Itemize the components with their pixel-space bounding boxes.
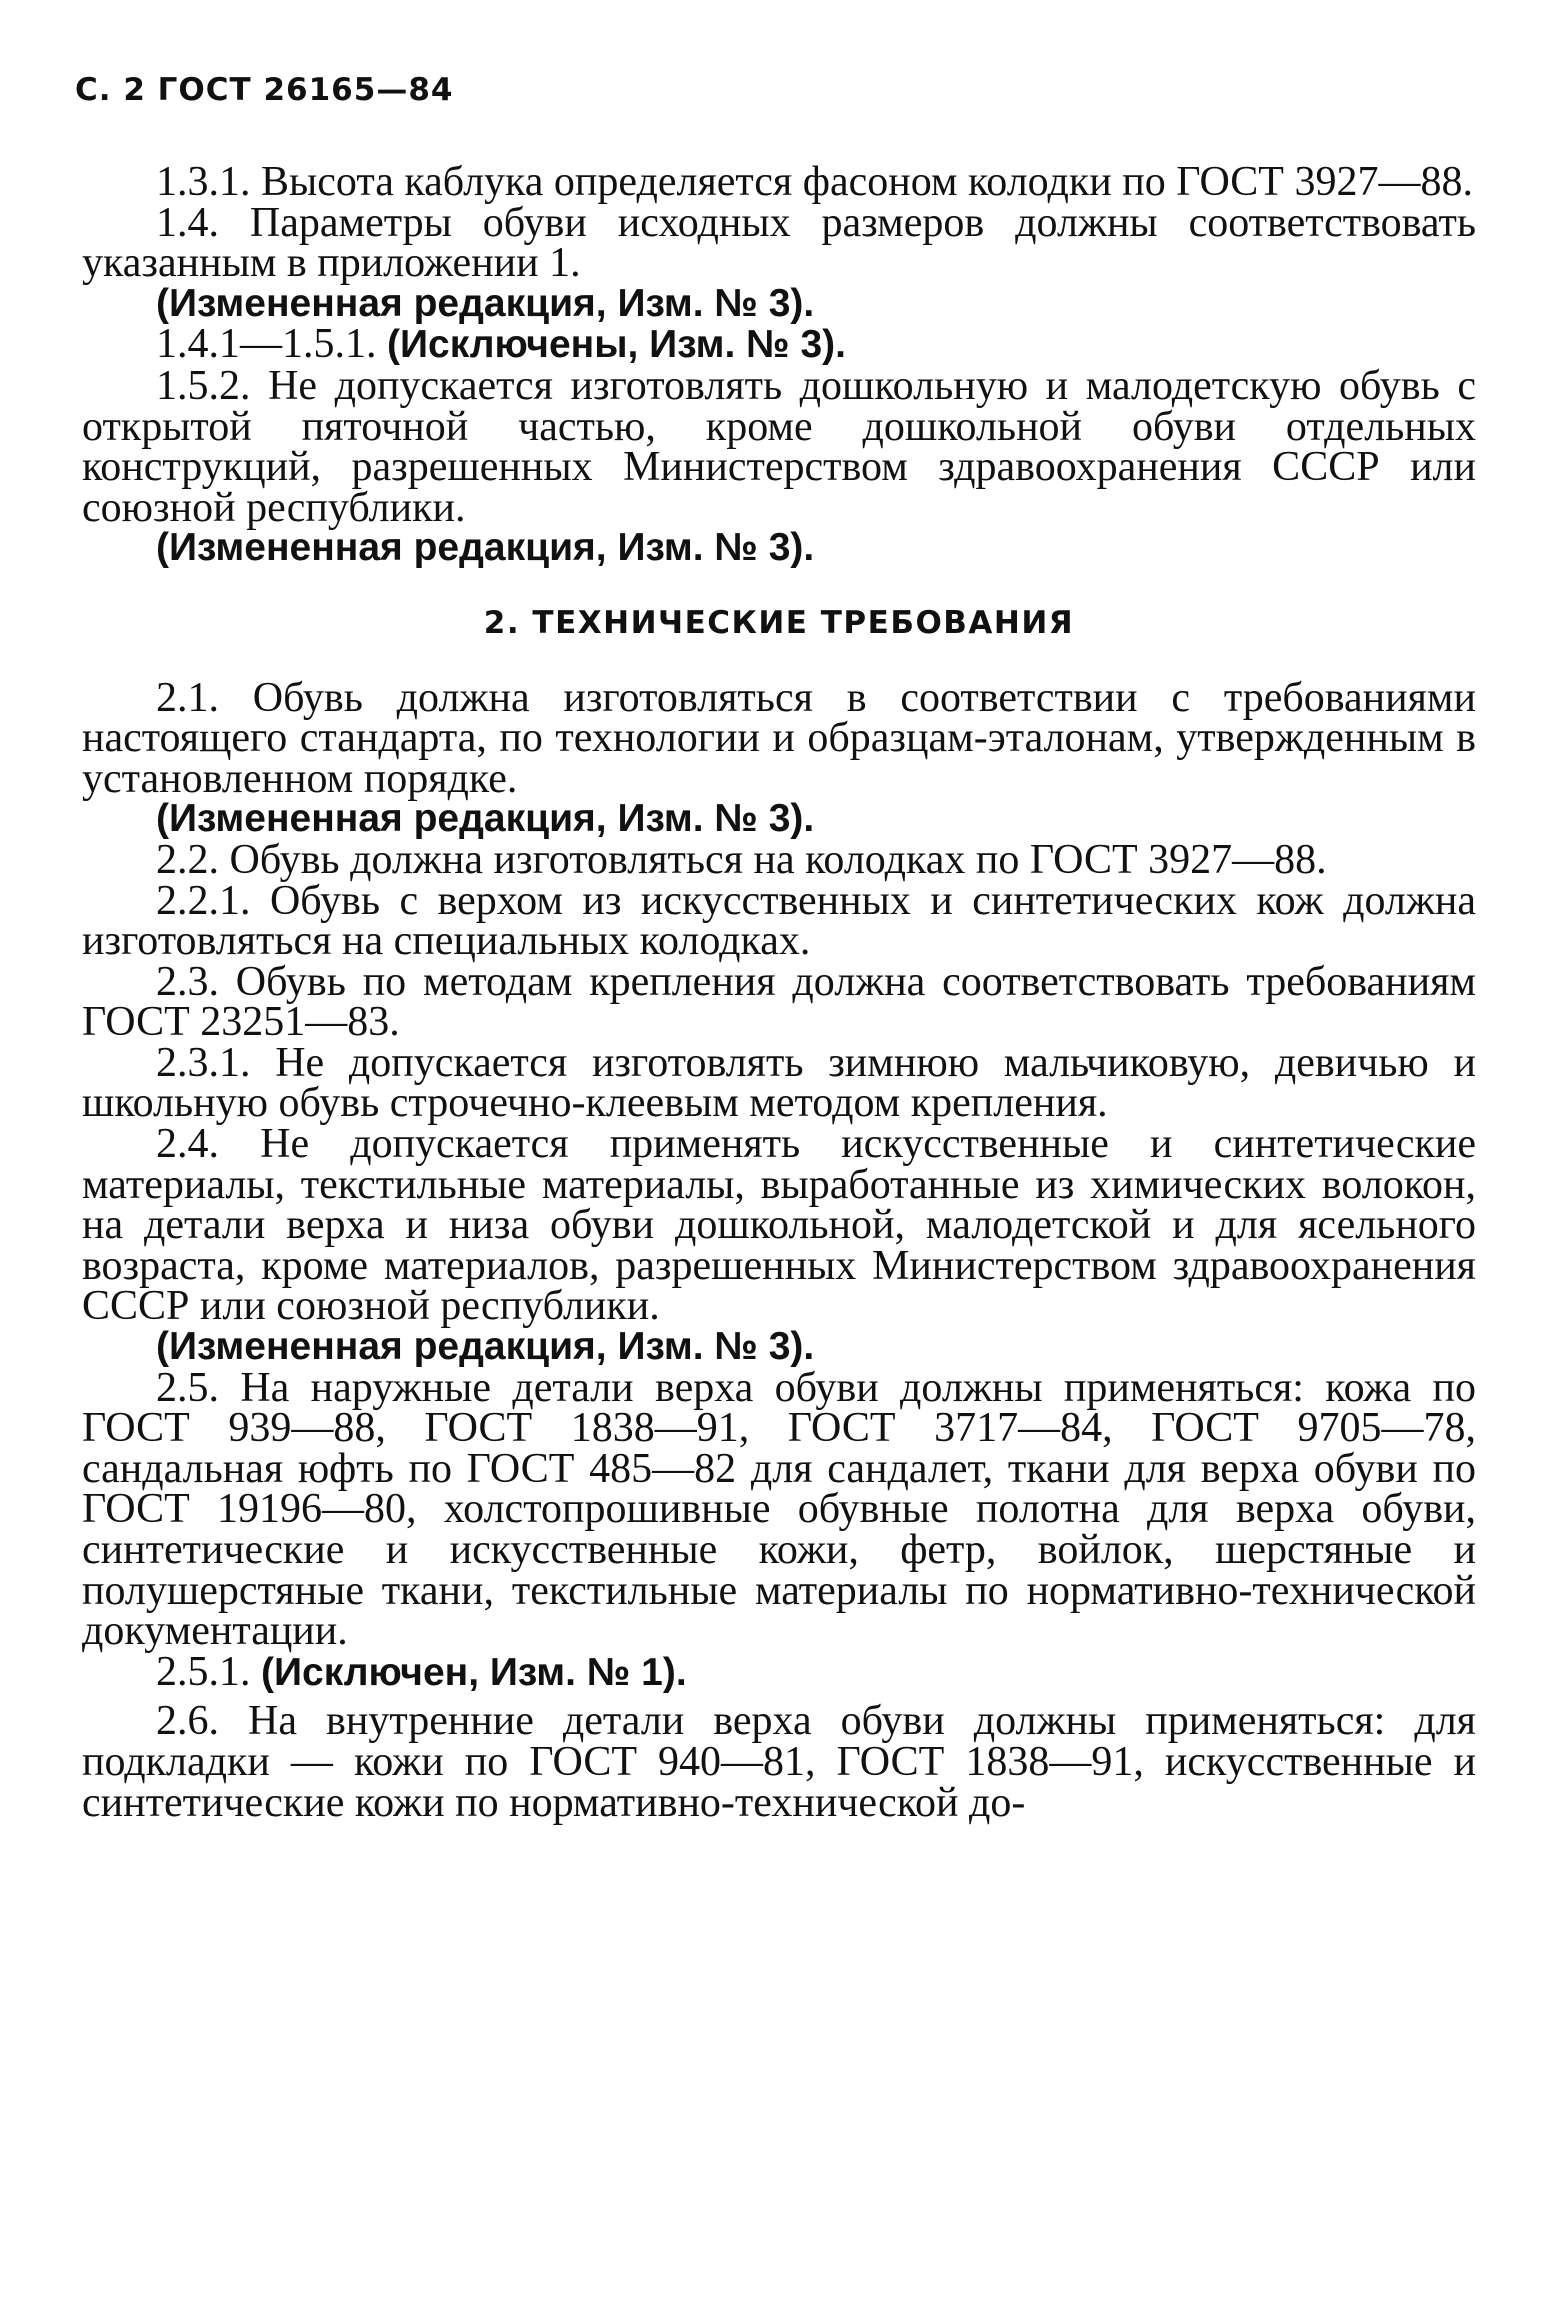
excluded-note: (Исключены, Изм. № 3). [387, 323, 846, 367]
page-header: С. 2 ГОСТ 26165—84 [75, 72, 454, 108]
clause-2-6: 2.6. На внутренние детали верха обуви должны применяться: для подкладки — кожи по ГОСТ 940—81, ГОСТ 1838—91, искусственные и синтетические кожи по нормативно-технической до- [82, 1698, 1476, 1826]
clause-number: 2.5.1. [156, 1648, 251, 1695]
clause-2-4: 2.4. Не допускается применять искусственные и синтетические материалы, текстильные материалы, выработанные из химических волокон, на детали верха и низа обуви дошкольной, малодетской и для ясельного возраста, кроме материалов, разрешенных Министерством здравоохранения СССР или союзной республики. [82, 1121, 1476, 1330]
amendment-note: (Измененная редакция, Изм. № 3). [156, 526, 815, 570]
clause-2-5: 2.5. На наружные детали верха обуви должны применяться: кожа по ГОСТ 939—88, ГОСТ 1838—91, ГОСТ 3717—84, ГОСТ 9705—78, сандальная юфть по ГОСТ 485—82 для сандалет, ткани для верха обуви по ГОСТ 19196—80, холстопрошивные обувные полотна для верха обуви, синтетические и искусственные кожи, фетр, войлок, шерстяные и полушерстяные ткани, текстильные материалы по нормативно-технической документации. [82, 1364, 1476, 1655]
clause-1-4: 1.4. Параметры обуви исходных размеров должны соответствовать указанным в приложении 1. [82, 199, 1476, 287]
amendment-note: (Измененная редакция, Изм. № 3). [156, 797, 815, 841]
clause-1-5-2: 1.5.2. Не допускается изготовлять дошкольную и малодетскую обувь с открытой пяточной частью, кроме дошкольной обуви отдельных конструкций, разрешенных Министерством здравоохранения СССР или союзной республики. [82, 362, 1476, 531]
clause-2-3-1: 2.3.1. Не допускается изготовлять зимнюю мальчиковую, девичью и школьную обувь строчечно-клеевым методом крепления. [82, 1039, 1476, 1127]
document-body [82, 159, 1476, 1826]
clause-2-2-1: 2.2.1. Обувь с верхом из искусственных и синтетических кож должна изготовляться на специальных колодках. [82, 877, 1476, 965]
clause-2-2: 2.2. Обувь должна изготовляться на колодках по ГОСТ 3927—88. [156, 836, 1327, 883]
amendment-note: (Измененная редакция, Изм. № 3). [156, 1325, 815, 1369]
amendment-note: (Измененная редакция, Изм. № 3). [156, 281, 815, 325]
clause-number: 1.4.1—1.5.1. [156, 321, 377, 368]
clause-2-5-1 [82, 1648, 1476, 1695]
excluded-note: (Исключен, Изм. № 1). [261, 1650, 687, 1694]
clause-1-4-1-1-5-1 [82, 321, 1476, 368]
clause-2-3: 2.3. Обувь по методам крепления должна соответствовать требованиям ГОСТ 23251—83. [82, 958, 1476, 1046]
clause-2-1: 2.1. Обувь должна изготовляться в соответствии с требованиями настоящего стандарта, по технологии и образцам-эталонам, утвержденным в установленном порядке. [82, 674, 1476, 802]
clause-1-3-1: 1.3.1. Высота каблука определяется фасоном колодки по ГОСТ 3927—88. [156, 159, 1473, 205]
section-title: 2. ТЕХНИЧЕСКИЕ ТРЕБОВАНИЯ [483, 604, 1075, 641]
